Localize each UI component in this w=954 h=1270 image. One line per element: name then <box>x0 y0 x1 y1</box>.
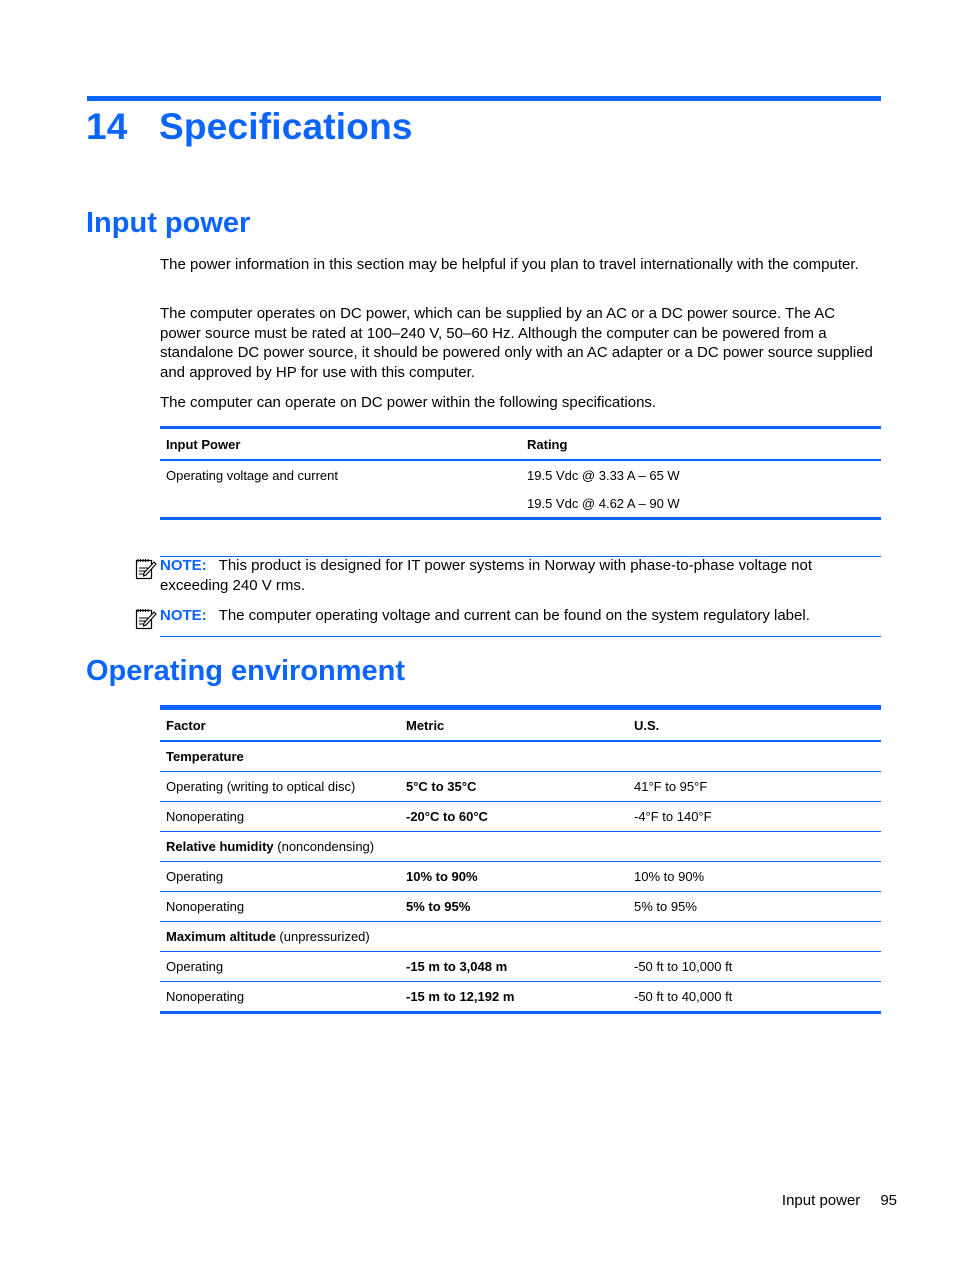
column-header: U.S. <box>634 717 660 733</box>
column-header: Metric <box>406 717 445 733</box>
chapter-number: 14 <box>86 106 128 147</box>
table-cell: -50 ft to 10,000 ft <box>634 959 733 974</box>
table-cell: 41°F to 95°F <box>634 779 708 794</box>
note-label: NOTE: <box>160 557 207 574</box>
group-cell <box>160 922 881 952</box>
table-cell: Operating (writing to optical disc) <box>166 779 356 794</box>
table-row <box>160 772 881 802</box>
group-cell <box>160 832 881 862</box>
table-row <box>160 862 881 892</box>
table-row <box>160 489 881 519</box>
input-power-paragraph-1: The power information in this section may be helpful if you plan to travel internationally with the computer. <box>160 256 859 273</box>
input-power-paragraph-2: The computer operates on DC power, which can be supplied by an AC or a DC power source. The AC power source must be rated at 100–240 V, 50–60 Hz. Although the computer can be powered from a standalone DC power source, it should be powered only with an AC adapter or a DC power source supplied and approved by HP for use with this computer. <box>160 305 873 381</box>
group-row-temperature <box>160 741 881 772</box>
page-number: 95 <box>880 1192 897 1209</box>
table-cell: -15 m to 3,048 m <box>406 959 508 974</box>
table-cell: 5% to 95% <box>406 899 471 914</box>
input-power-paragraph-3: The computer can operate on DC power within the following specifications. <box>160 394 657 411</box>
operating-environment-table <box>160 705 881 1014</box>
section-heading-operating-environment: Operating environment <box>86 655 406 687</box>
group-row-relative-humidity <box>160 832 881 862</box>
table-cell: Operating voltage and current <box>166 467 338 483</box>
table-row <box>160 460 881 489</box>
table-header-row <box>160 708 881 742</box>
note-1 <box>160 556 880 596</box>
group-title: Maximum altitude <box>166 929 276 944</box>
column-header: Input Power <box>166 436 241 452</box>
table-cell: Nonoperating <box>166 989 245 1004</box>
table-row <box>160 802 881 832</box>
group-row-maximum-altitude <box>160 922 881 952</box>
table-cell: 10% to 90% <box>634 869 705 884</box>
table-cell: 10% to 90% <box>406 869 478 884</box>
table-cell: -50 ft to 40,000 ft <box>634 989 733 1004</box>
table-cell: -20°C to 60°C <box>406 809 488 824</box>
table-cell: 5°C to 35°C <box>406 779 477 794</box>
table-cell: 5% to 95% <box>634 899 697 914</box>
group-title: Temperature <box>166 749 244 764</box>
group-cell <box>160 741 881 772</box>
table-row <box>160 952 881 982</box>
note-pad-pencil-icon <box>135 607 157 631</box>
table-cell: 19.5 Vdc @ 4.62 A – 90 W <box>527 495 680 511</box>
group-qualifier: (noncondensing) <box>277 839 375 854</box>
table-row <box>160 982 881 1013</box>
note-pad-pencil-icon <box>135 557 157 581</box>
table-row <box>160 892 881 922</box>
note-rule-bottom <box>160 636 881 637</box>
column-header: Rating <box>527 436 568 452</box>
group-title: Relative humidity <box>166 839 274 854</box>
column-header: Factor <box>166 717 206 733</box>
note-text: This product is designed for IT power systems in Norway with phase-to-phase voltage not exceeding 240 V rms. <box>160 557 813 594</box>
section-heading-input-power: Input power <box>86 207 251 239</box>
chapter-name: Specifications <box>159 106 413 147</box>
input-power-table <box>160 426 881 520</box>
table-cell: Nonoperating <box>166 809 245 824</box>
table-cell: -15 m to 12,192 m <box>406 989 515 1004</box>
table-cell <box>160 489 521 519</box>
table-header-row <box>160 428 881 461</box>
table-cell: Operating <box>166 959 224 974</box>
chapter-title <box>86 106 413 148</box>
page-footer <box>782 1192 897 1209</box>
table-cell: Nonoperating <box>166 899 245 914</box>
table-cell: -4°F to 140°F <box>634 809 712 824</box>
note-label: NOTE: <box>160 607 207 624</box>
chapter-rule <box>87 96 881 101</box>
table-cell: 19.5 Vdc @ 3.33 A – 65 W <box>527 467 680 483</box>
group-qualifier: (unpressurized) <box>279 929 370 944</box>
note-2 <box>160 606 880 626</box>
footer-section: Input power <box>781 1192 861 1209</box>
table-cell: Operating <box>166 869 224 884</box>
note-text: The computer operating voltage and current can be found on the system regulatory label. <box>218 607 810 624</box>
